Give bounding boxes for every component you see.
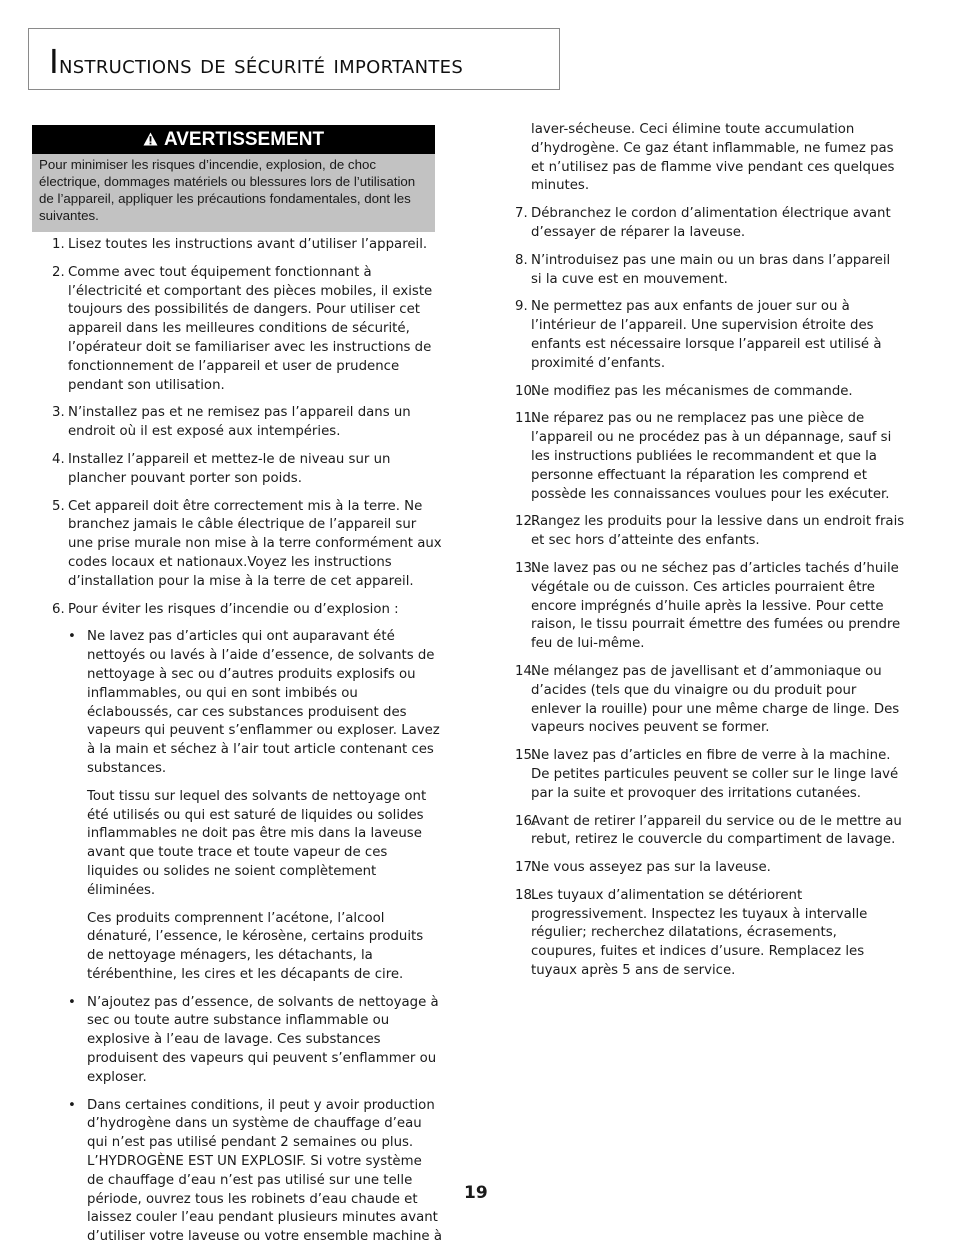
list-item: 4. Installez l’appareil et mettez-le de niveau sur un plancher pouvant porter son poids. xyxy=(52,451,391,486)
warning-triangle-icon xyxy=(143,132,158,146)
left-column xyxy=(38,236,442,1256)
list-item: 17. Ne vous asseyez pas sur la laveuse. xyxy=(515,860,771,876)
title-box xyxy=(28,28,560,90)
bullet-item: • Dans certaines conditions, il peut y avoir production d’hydrogène dans un système de chauffage d’eau qui n’est pas utilisé pendant 2 semaines ou plus. L’HYDROGÈNE EST UN EXPLOSIF. Si votre système de chauffage d’eau n’est pas utilisé sur une telle période, ouvrez tous les robinets d’eau chaude et laissez couler l’eau pendant plusieurs minutes avant d’utiliser votre laveuse ou votre ensemble machine à xyxy=(68,1097,442,1245)
list-item: 5. Cet appareil doit être correctement mis à la terre. Ne branchez jamais le câble électrique de l’appareil sur une prise murale non mise à la terre conformément aux codes locaux et nationaux.Voyez les instructions d’installation pour la mise à la terre de cet appareil. xyxy=(52,498,442,589)
title-initial: I xyxy=(49,42,60,81)
bullet-continuation: laver-sécheuse. Ceci élimine toute accumulation d’hydrogène. Ce gaz étant inflammable, ne fumez pas et n’utilisez pas de flamme vive pendant ces quelques minutes. xyxy=(531,122,895,194)
list-item: 6. Pour éviter les risques d’incendie ou d’explosion : xyxy=(52,601,399,617)
list-item: 9. Ne permettez pas aux enfants de jouer sur ou à l’intérieur de l’appareil. Une supervision étroite des enfants est nécessaire lorsque l’appareil est utilisé à proximité d’enfants. xyxy=(515,299,882,371)
list-item: 10. Ne modifiez pas les mécanismes de commande. xyxy=(515,383,853,399)
list-item: 11. Ne réparez pas ou ne remplacez pas une pièce de l’appareil ou ne procédez pas à un dépannage, sauf si les instructions publiées le recommandent et que la personne effectuant la réparation les comprend et possède les connaissances voulues pour les exécuter. xyxy=(515,411,892,502)
list-item: 1. Lisez toutes les instructions avant d’utiliser l’appareil. xyxy=(52,237,428,252)
warning-heading-text: AVERTISSEMENT xyxy=(163,128,325,150)
list-item: 16. Avant de retirer l’appareil du service ou de le mettre au rebut, retirez le couvercle du compartiment de lavage. xyxy=(515,813,902,848)
page-number: 19 xyxy=(464,1183,488,1203)
bullet-paragraph: Ces produits comprennent l’acétone, l’alcool dénaturé, l’essence, le kérosène, certains produits de nettoyage ménagers, les détachants, la térébenthine, les cires et les décapants de cire. xyxy=(87,910,424,982)
bullet-item: • Ne lavez pas d’articles qui ont auparavant été nettoyés ou lavés à l’aide d’essence, de solvants de nettoyage à sec ou d’autres produits explosifs ou inflammables, ou qui en sont imbibés ou éclaboussés, car ces substances produisent des vapeurs qui peuvent s’enflammer ou exploser. Lavez à la main et séchez à l’air tout article contenant ces substances. xyxy=(68,629,440,776)
list-item: 7. Débranchez le cordon d’alimentation électrique avant d’essayer de réparer la laveuse. xyxy=(515,206,891,240)
bullet-paragraph: Tout tissu sur lequel des solvants de nettoyage ont été utilisés ou qui est saturé de liquides ou solides inflammables ne doit pas être mis dans la laveuse avant que toute trace et toute vapeur de ces liquides ou solides ne soient complètement éliminées. xyxy=(87,788,427,898)
bullet-item: • N’ajoutez pas d’essence, de solvants de nettoyage à sec ou toute autre substance inflammable ou explosive à l’eau de lavage. Ces substances produisent des vapeurs qui peuvent s’enflammer ou exploser. xyxy=(68,994,439,1085)
list-item: 12. Rangez les produits pour la lessive dans un endroit frais et sec hors d’atteinte des enfants. xyxy=(515,514,905,549)
page-title xyxy=(49,42,463,81)
right-column xyxy=(500,121,905,990)
title-rest: nstructions de sécurité importantes xyxy=(59,50,464,79)
list-item: 2. Comme avec tout équipement fonctionnant à l’électricité et comportant des pièces mobiles, il existe toujours des possibilités de dangers. Pour utiliser cet appareil dans les meilleures conditions de sécurité, l’opérateur doit se familiariser avec les instructions de fonctionnement de l’appareil et user de prudence pendant son utilisation. xyxy=(52,264,433,393)
warning-heading xyxy=(32,125,435,154)
list-item: 18. Les tuyaux d’alimentation se détériorent progressivement. Inspectez les tuyaux à intervalle régulier; recherchez dilatations, écrasements, coupures, fuites et indices d’usure. Remplacez les tuyaux après 5 ans de service. xyxy=(515,887,868,979)
list-item: 15. Ne lavez pas d’articles en fibre de verre à la machine. De petites particules peuvent se coller sur le linge lavé par la suite et provoquer des irritations cutanées. xyxy=(515,748,899,801)
list-item: 3. N’installez pas et ne remisez pas l’appareil dans un endroit où il est exposé aux intempéries. xyxy=(52,405,411,440)
list-item: 8. N’introduisez pas une main ou un bras dans l’appareil si la cuve est en mouvement. xyxy=(515,252,891,287)
list-item: 13. Ne lavez pas ou ne séchez pas d’articles tachés d’huile végétale ou de cuisson. Ces articles pourraient être encore imprégnés d’huile après la lessive. Pour cette raison, le tissu pourrait émettre des fumées ou prendre feu de lui-même. xyxy=(515,560,901,652)
warning-body: Pour minimiser les risques d’incendie, explosion, de choc électrique, dommages matériels ou blessures lors de l’utilisation de l’appareil, appliquer les précautions fondamentales, dont les suivantes. xyxy=(32,154,435,232)
list-item: 14. Ne mélangez pas de javellisant et d’ammoniaque ou d’acides (tels que du vinaigre ou du produit pour enlever la rouille) pour une même charge de linge. Des vapeurs nocives peuvent se former. xyxy=(515,663,900,736)
